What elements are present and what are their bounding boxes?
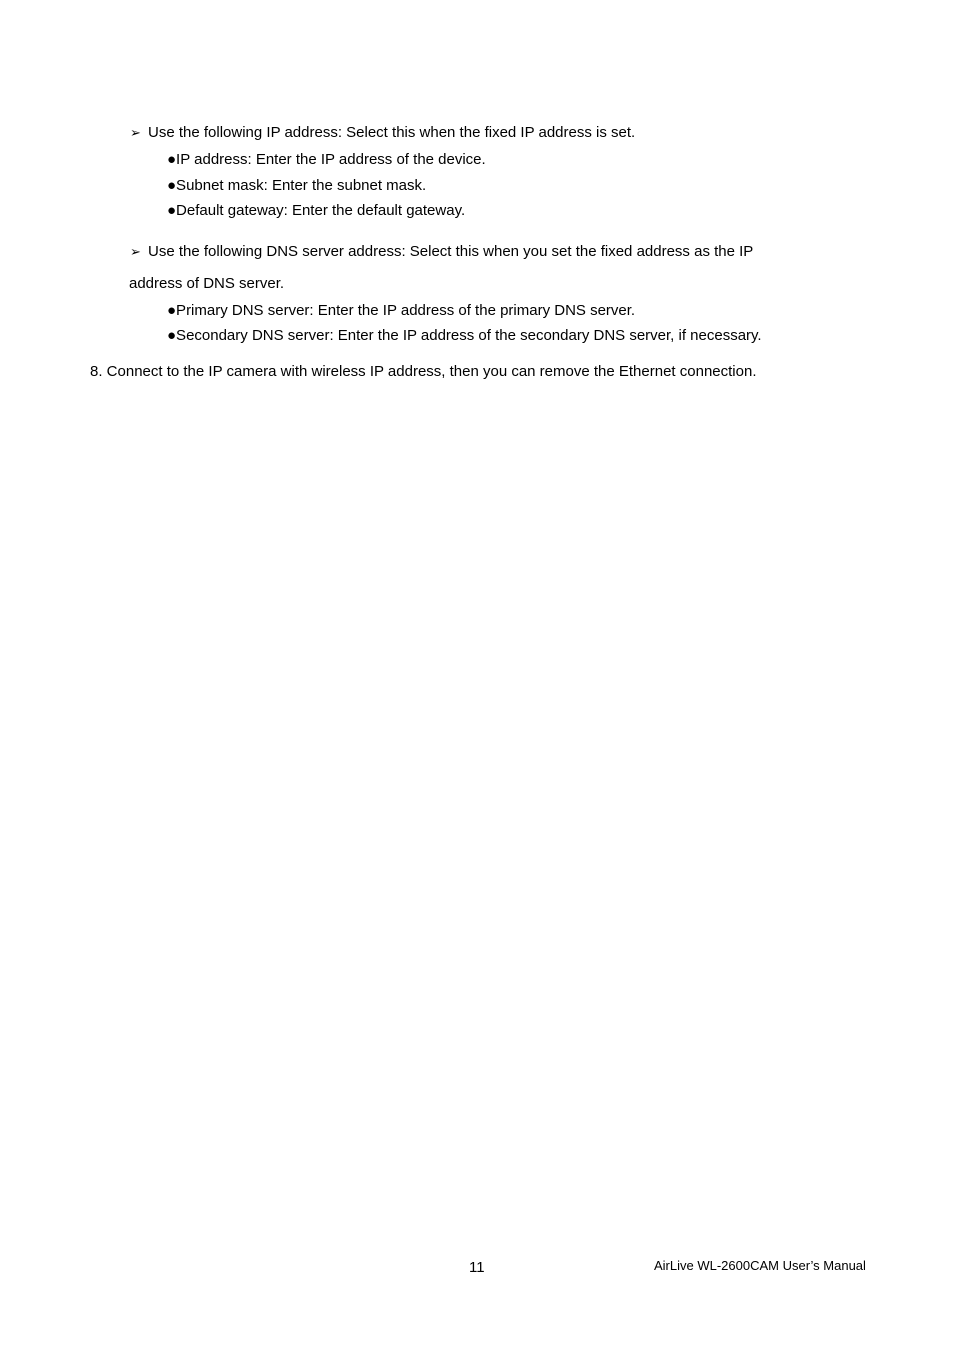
step-8-text: 8. Connect to the IP camera with wireless IP address, then you can remove the Ethernet connection.	[90, 363, 757, 380]
dns-server-option-text: Use the following DNS server address: Select this when you set the fixed address as the IP	[148, 243, 754, 260]
page-number: 11	[469, 1259, 485, 1276]
dns-server-option	[130, 243, 753, 261]
ip-address-option	[130, 124, 635, 142]
arrow-bullet-icon: ➢	[130, 125, 141, 140]
list-item-ip-address: ●IP address: Enter the IP address of the device.	[167, 151, 486, 168]
list-item-default-gateway: ●Default gateway: Enter the default gateway.	[167, 202, 466, 219]
manual-title: AirLive WL-2600CAM User’s Manual	[654, 1258, 866, 1273]
arrow-bullet-icon: ➢	[130, 244, 141, 259]
list-item-subnet-mask: ●Subnet mask: Enter the subnet mask.	[167, 177, 427, 194]
dns-server-option-continuation: address of DNS server.	[129, 275, 285, 292]
ip-address-option-text: Use the following IP address: Select this when the fixed IP address is set.	[148, 124, 636, 141]
list-item-primary-dns: ●Primary DNS server: Enter the IP address of the primary DNS server.	[167, 302, 636, 319]
list-item-secondary-dns: ●Secondary DNS server: Enter the IP address of the secondary DNS server, if necessary.	[167, 327, 762, 344]
